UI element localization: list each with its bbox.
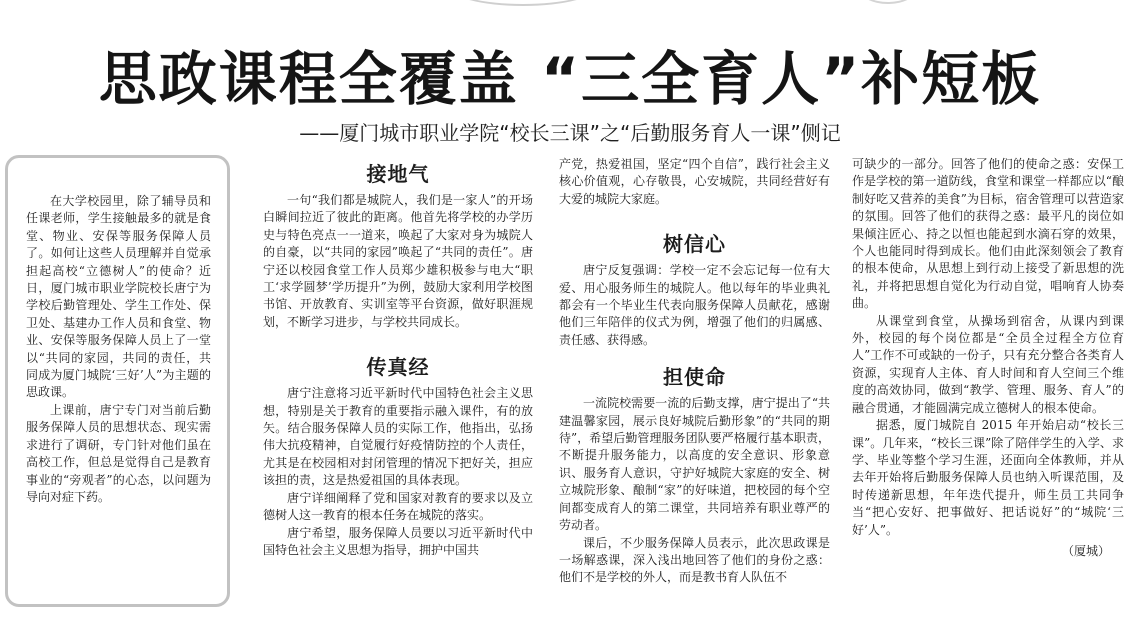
body-paragraph-continued: 产党，热爱祖国，坚定“四个自信”，践行社会主义核心价值观，心存敬畏，心安城院，共同经营好有大爱的城院大家庭。: [559, 157, 830, 206]
body-paragraph: 唐宁反复强调：学校一定不会忘记每一位有大爱、用心服务师生的城院人。他以每年的毕业典礼都会有一个毕业生代表向服务保障人员献花，感谢他们三年陪伴的仪式为例，增强了他们的归属感、责任感、获得感。: [559, 263, 830, 347]
section-heading-shuxinxin: 树信心: [663, 232, 726, 257]
body-paragraph: 唐宁注意将习近平新时代中国特色社会主义思想，特别是关于教育的重要指示融入课件，有的放矢。结合服务保障人员的实际工作，他指出，弘扬伟大抗疫精神，自觉履行好疫情防控的个人责任，尤其是在校园相对封闭管理的情况下把好关，担应该担的责，这是热爱祖国的具体表现。: [263, 386, 533, 488]
article-column-3: [559, 156, 830, 587]
lead-paragraph: 在大学校园里，除了辅导员和任课老师，学生接触最多的就是食堂、物业、安保等服务保障人员了。如何让这些人员理解并自觉承担起高校“立德树人”的使命？近日，厦门城市职业学院校长唐宁为学校后勤管理处、学生工作处、保卫处、基建办工作人员和食堂、物业、安保等服务保障人员上了一堂以“共同的家园，共同的责任，共同成为厦门城院‘三好’人”为主题的思政课。: [26, 194, 211, 400]
article-column-4: [852, 156, 1124, 560]
decorative-arc: [448, 0, 598, 6]
section-heading-chuanzhenjing: 传真经: [366, 355, 430, 380]
body-paragraph: 唐宁详细阐释了党和国家对教育的要求以及立德树人这一教育的根本任务在城院的落实。: [263, 490, 533, 523]
body-paragraph: 课后，不少服务保障人员表示，此次思政课是一场解惑课，深入浅出地回答了他们的身份之惑：他们不是学校的外人，而是教书育人队伍不: [559, 535, 830, 585]
article-column-2: [263, 156, 533, 559]
body-paragraph: 据悉，厦门城院自 2015 年开始启动“校长三课”。几年来，“校长三课”除了陪伴学生的入学、求学、毕业等整个学习生涯，还面向全体教师，并从去年开始将后勤服务保障人员也纳入听课范围，及时传递新思想，年年迭代提升，师生员工共同争当“把心安好、把事做好、把话说好”的“城院‘三好’人”。: [852, 418, 1124, 537]
section-heading-jiediqi: 接地气: [366, 162, 430, 186]
lead-paragraph: 上课前，唐宁专门对当前后勤服务保障人员的思想状态、现实需求进行了调研，专门针对他们虽在高校工作，但总是觉得自己是教育事业的“旁观者”的心态，以问题为导向对症下药。: [26, 402, 211, 504]
subheadline: ——厦门城市职业学院“校长三课”之“后勤服务育人一课”侧记: [299, 121, 841, 145]
decorative-arc-right: [858, 0, 918, 4]
body-paragraph: 一句“我们都是城院人，我们是一家人”的开场白瞬间拉近了彼此的距离。他首先将学校的办学历史与特色亮点一一道来，唤起了大家对身为城院人的自豪，以“共同的家园”唤起了“共同的责任”。唐宁还以校园食堂工作人员郑少雄积极参与电大“职工‘求学圆梦’学历提升”为例，鼓励大家利用学校图书馆、开放教育、实训室等平台资源，做好职涯规划，不断学习进步，与学校共同成长。: [263, 193, 533, 329]
headline: 思政课程全覆盖 “三全育人”补短板: [98, 45, 1042, 113]
section-heading-danshiming: 担使命: [663, 365, 726, 390]
lead-column: [26, 193, 211, 506]
body-paragraph: 一流院校需要一流的后勤支撑，唐宁提出了“共建温馨家园，展示良好城院后勤形象”的“共同的期待”，希望后勤管理服务团队要严格履行基本职责，不断提升服务能力，以高度的安全意识、形象意识、服务育人意识，守护好城院大家庭的安全、树立城院形象、酿制“家”的好味道，把校园的每个空间都变成育人的第二课堂，共同培养有职业尊严的劳动者。: [559, 396, 830, 533]
body-paragraph: 唐宁希望，服务保障人员要以习近平新时代中国特色社会主义思想为指导，拥护中国共: [263, 525, 533, 557]
body-paragraph-continued: 可缺少的一部分。回答了他们的使命之惑：安保工作是学校的第一道防线，食堂和课堂一样都应以“酿制好吃又营养的美食”为目标，宿舍管理可以营造家的氛围。回答了他们的获得之惑：最平凡的岗位如果倾注匠心、持之以恒也能起到水滴石穿的效果，个人也能同时得到成长。他们由此深刻领会了教育的根本使命，从思想上到行动上接受了新思想的洗礼，并将把思想自觉化为行动自觉，唱响育人协奏曲。: [852, 157, 1124, 311]
byline: （厦城）: [1061, 543, 1110, 558]
body-paragraph: 从课堂到食堂，从操场到宿舍，从课内到课外，校园的每个岗位都是“全员全过程全方位育人”工作不可或缺的一份子，只有充分整合各类育人资源，实现育人主体、育人时间和育人空间三个维度的高效协同，做到“教学、管理、服务、育人”的融合贯通，才能圆满完成立德树人的根本使命。: [852, 313, 1124, 415]
